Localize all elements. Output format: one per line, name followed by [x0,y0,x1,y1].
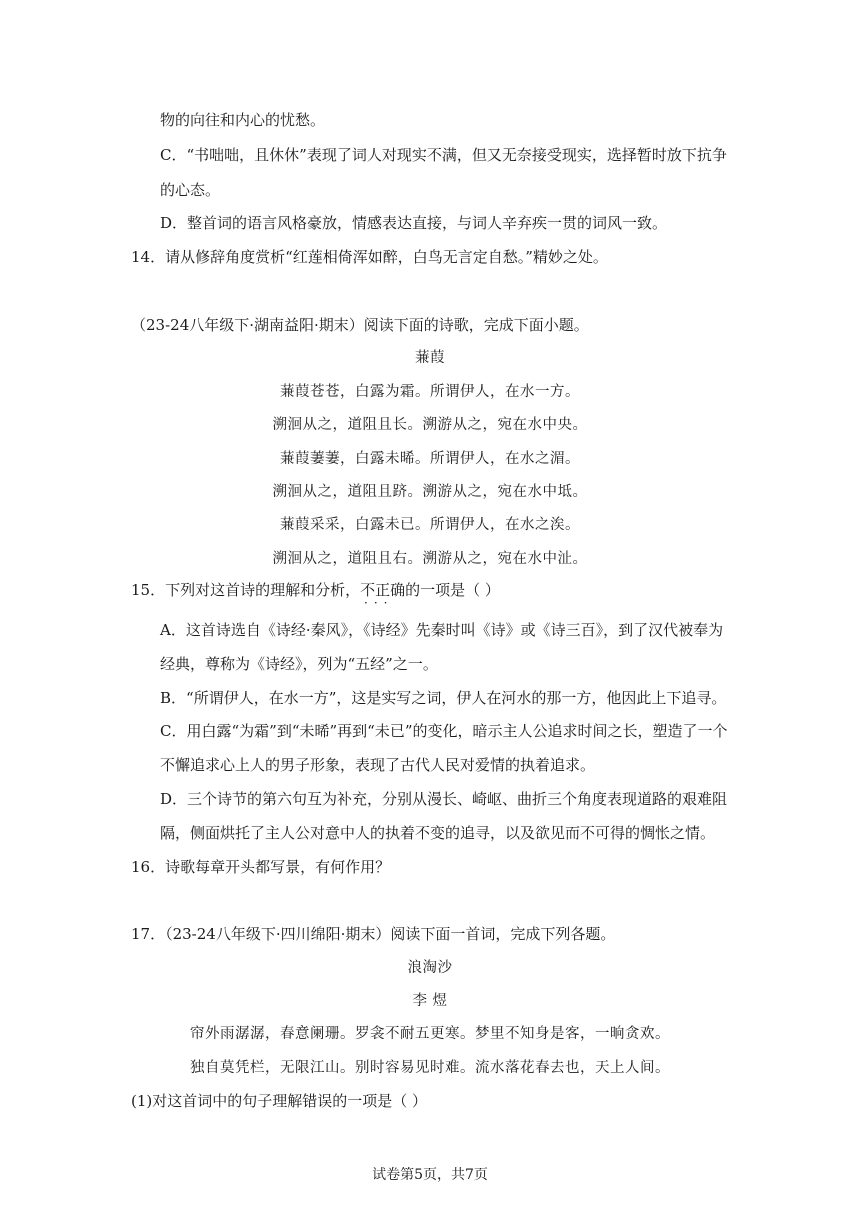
poem1-line: 溯洄从之，道阻且右。溯游从之，宛在水中沚。 [272,551,588,567]
poem1-line: 蒹葭苍苍，白露为霜。所谓伊人，在水一方。 [280,384,580,400]
poem1-line: 溯洄从之，道阻且跻。溯游从之，宛在水中坻。 [272,484,588,500]
emphasis-dots: ··· [364,596,394,610]
question-15: 15．下列对这首诗的理解和分析，不正确的一项是（ ） [131,581,500,599]
question-17-1: (1)对这首词中的句子理解错误的一项是（ ） [131,1092,428,1110]
page-footer: 试卷第5页，共7页 [372,1167,488,1183]
q15-option-d: D．三个诗节的第六句互为补充，分别从漫长、崎岖、曲折三个角度表现道路的艰难阻 [160,790,728,808]
section-intro-2: 17．（23-24八年级下·四川绵阳·期末）阅读下面一首词，完成下列各题。 [131,925,616,943]
question-16: 16．诗歌每章开头都写景，有何作用？ [131,858,391,876]
poem1-line: 蒹葭采采，白露未已。所谓伊人，在水之涘。 [280,517,580,533]
line-option-c-cont: 的心态。 [160,181,221,199]
q15-option-a: A．这首诗选自《诗经·秦风》，《诗经》先秦时叫《诗》或《诗三百》，到了汉代被奉为 [160,621,724,639]
poem2-line: 帘外雨潺潺，春意阑珊。罗衾不耐五更寒。梦里不知身是客，一晌贪欢。 [190,1026,670,1042]
line-option-c: C．“书咄咄，且休休”表现了词人对现实不满，但又无奈接受现实，选择暂时放下抗争 [160,146,727,164]
poem1-line: 蒹葭萋萋，白露未晞。所谓伊人，在水之湄。 [280,451,580,467]
poem2-line: 独自莫凭栏，无限江山。别时容易见时难。流水落花春去也，天上人间。 [190,1060,670,1076]
q15-option-c: C．用白露“为霜”到“未晞”再到“未已”的变化，暗示主人公追求时间之长，塑造了一个 [160,722,728,740]
poem1-line: 溯洄从之，道阻且长。溯游从之，宛在水中央。 [272,417,588,433]
poem1-title: 蒹葭 [415,350,445,366]
line-option-d: D．整首词的语言风格豪放，情感表达直接，与词人辛弃疾一贯的词风一致。 [160,214,668,232]
section-intro-1: （23-24八年级下·湖南益阳·期末）阅读下面的诗歌，完成下面小题。 [131,316,589,334]
q15-option-d-cont: 隔，侧面烘托了主人公对意中人的执着不变的追寻，以及欲见而不可得的惆怅之情。 [160,824,716,842]
question-14: 14．请从修辞角度赏析“红莲相倚浑如醉，白鸟无言定自愁。”精妙之处。 [131,248,608,266]
poem2-title: 浪淘沙 [407,960,453,976]
q15-option-b: B．“所谓伊人，在水一方”，这是实写之词，伊人在河水的那一方，他因此上下追寻。 [160,689,727,707]
poem2-author: 李 煜 [412,993,448,1009]
line-option-b-cont: 物的向往和内心的忧愁。 [160,111,326,129]
q15-option-c-cont: 不懈追求心上人的男子形象，表现了古代人民对爱情的执着追求。 [160,756,596,774]
q15-option-a-cont: 经典，尊称为《诗经》，列为“五经”之一。 [160,655,438,673]
